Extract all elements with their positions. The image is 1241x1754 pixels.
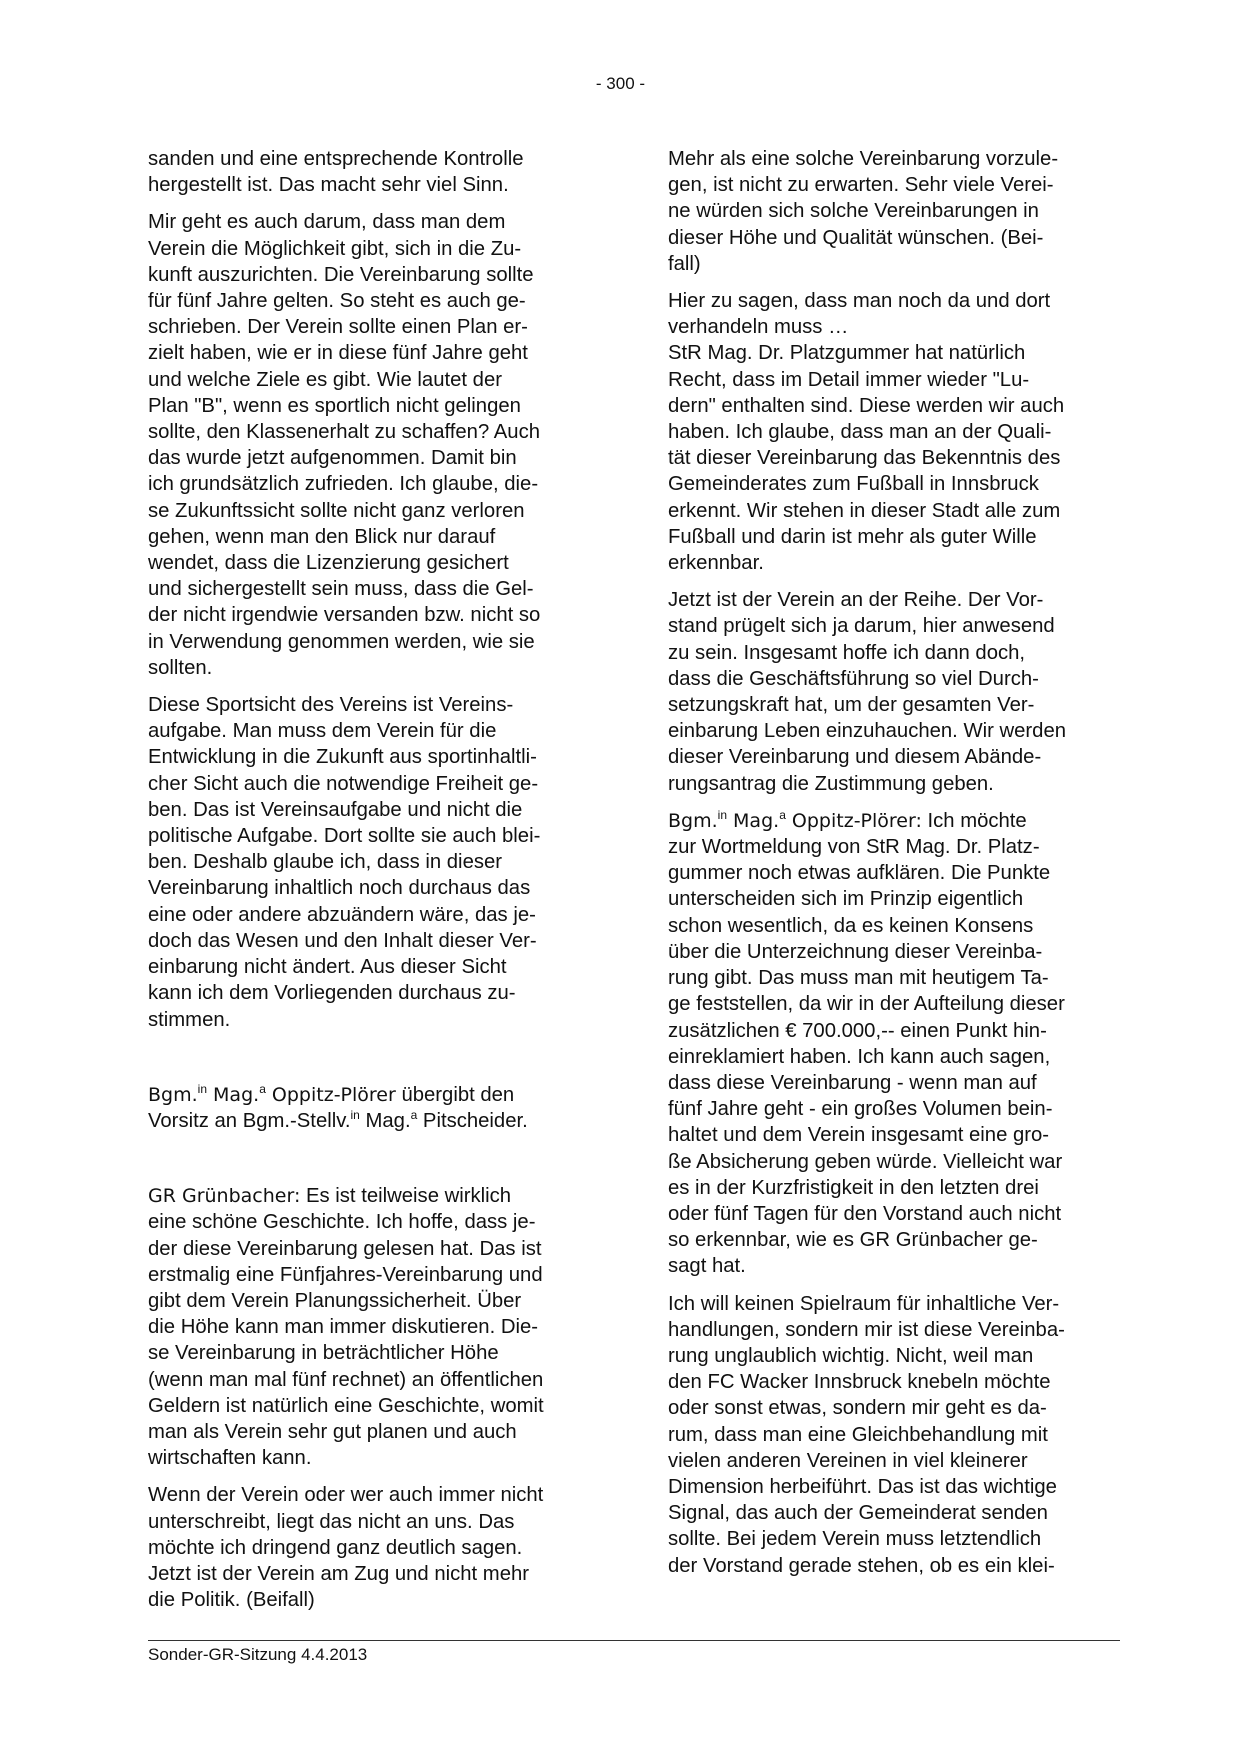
paragraph: Ich will keinen Spielraum für inhaltliche Ver- handlungen, sondern mir ist diese Vereinba- rung unglaublich wichtig. Nicht, weil man den FC Wacker Innsbruck knebeln möchte oder sonst etwas, sondern mir geht es da- rum, dass man eine Gleichbehandlung mit vielen anderen Vereinen in viel kleinerer Dimension herbeiführt. Das ist das wichtige Signal, das auch der Gemeinderat senden sollte. Bei jedem Verein muss letztendlich der Vorstand gerade stehen, ob es ein klei- bbox=[668, 1292, 1065, 1577]
paragraph: Diese Sportsicht des Vereins ist Vereins- aufgabe. Man muss dem Verein für die Entwicklung in die Zukunft aus sportinhaltli- cher Sicht auch die notwendige Freiheit ge- ben. Das ist Vereinsaufgabe und nicht die politische Aufgabe. Dort sollte sie auch blei- ben. Deshalb glaube ich, dass in dieser Vereinbarung inhaltlich noch durchaus das eine oder andere abzuändern wäre, das je- doch das Wesen und den Inhalt dieser Ver- einbarung nicht ändert. Aus dieser Sicht kann ich dem Vorliegenden durchaus zu- stimmen. bbox=[148, 694, 541, 1031]
speaker-title: Mag. bbox=[727, 809, 780, 832]
chair-handover-note bbox=[148, 1082, 603, 1134]
superscript: in bbox=[197, 1081, 207, 1096]
footer-divider bbox=[148, 1640, 1120, 1641]
paragraph: Mehr als eine solche Vereinbarung vorzule- gen, ist nicht zu erwarten. Sehr viele Verei- ne würden sich solche Vereinbarungen in dieser Höhe und Qualität wünschen. (Bei- fall) bbox=[668, 148, 1059, 275]
right-column bbox=[668, 146, 1123, 1590]
paragraph: Mir geht es auch darum, dass man dem Verein die Möglichkeit gibt, sich in die Zu- kunft auszurichten. Die Vereinbarung sollte für fünf Jahre gelten. So steht es auch ge- schrieben. Der Verein sollte einen Plan er- zielt haben, wie er in diese fünf Jahre geht und welche Ziele es gibt. Wie lautet der Plan "B", wenn es sportlich nicht gelingen sollte, den Klassenerhalt zu schaffen? Auch das wurde jetzt aufgenommen. Damit bin ich grundsätzlich zufrieden. Ich glaube, die- se Zukunftssicht sollte nicht ganz verloren gehen, wenn man den Blick nur darauf wendet, dass die Lizenzierung gesichert und sichergestellt sein muss, dass die Gel- der nicht irgendwie versanden bzw. nicht so in Verwendung genommen werden, wie sie sollten. bbox=[148, 211, 541, 679]
paragraph: Jetzt ist der Verein an der Reihe. Der Vor- stand prügelt sich ja darum, hier anwesend zu sein. Insgesamt hoffe ich dann doch, dass die Geschäftsführung so viel Durch- setzungskraft hat, um der gesamten Ver- einbarung Leben einzuhauchen. Wir werden dieser Vereinbarung und diesem Abände- rungsantrag die Zustimmung geben. bbox=[668, 589, 1067, 795]
note-text: übergibt den Vorsitz an Bgm.-Stellv. bbox=[148, 1083, 515, 1132]
page-number: - 300 - bbox=[595, 74, 646, 93]
speech-text: Es ist teilweise wirklich eine schöne Geschichte. Ich hoffe, dass je- der diese Vereinbarung gelesen hat. Das ist erstmalig eine Fünfjahres-Vereinbarung und gibt dem Verein Planungssicherheit. Über die Höhe kann man immer diskutieren. Die- se Vereinbarung in beträchtlicher Höhe (wenn man mal fünf rechnet) an öffentlichen Geldern ist natürlich eine Geschichte, womit man als Verein sehr gut planen und auch wirtschaften kann. bbox=[148, 1185, 544, 1470]
speaker-title: Bgm. bbox=[148, 1083, 198, 1106]
superscript: a bbox=[259, 1081, 266, 1096]
superscript: in bbox=[350, 1108, 360, 1123]
speech-paragraph bbox=[668, 808, 1123, 1280]
left-column bbox=[148, 146, 603, 1624]
footer-session-label: Sonder-GR-Sitzung 4.4.2013 bbox=[148, 1645, 368, 1664]
superscript: a bbox=[779, 808, 786, 823]
speech-paragraph bbox=[148, 1183, 603, 1471]
paragraph: sanden und eine entsprechende Kontrolle hergestellt ist. Das macht sehr viel Sinn. bbox=[148, 148, 524, 197]
speech-text: Ich möchte zur Wortmeldung von StR Mag. Dr. Platz- gummer noch etwas aufklären. Die Punkte unterscheiden sich im Prinzip eigentlich schon wesentlich, da es keinen Konsens über die Unterzeichnung dieser Vereinba- rung gibt. Das muss man mit heutigem Ta- ge feststellen, da wir in der Aufteilung dieser zusätzlichen € 700.000,-- einen Punkt hin- einreklamiert haben. Ich kann auch sagen, dass diese Vereinbarung - wenn man auf fünf Jahre geht - ein großes Volumen bein- haltet und dem Verein insgesamt eine gro- ße Absicherung geben würde. Vielleicht war es in der Kurzfristigkeit in den letzten drei oder fünf Tagen für den Vorstand auch nicht so erkennbar, wie es GR Grünbacher ge- sagt hat. bbox=[668, 809, 1065, 1278]
paragraph: Wenn der Verein oder wer auch immer nicht unterschreibt, liegt das nicht an uns. Das möchte ich dringend ganz deutlich sagen. Jetzt ist der Verein am Zug und nicht mehr die Politik. (Beifall) bbox=[148, 1484, 544, 1612]
superscript: in bbox=[717, 808, 727, 823]
speaker-name: GR Grünbacher: bbox=[148, 1185, 301, 1208]
speaker-title: Bgm. bbox=[668, 809, 718, 832]
note-text: Pitscheider. bbox=[417, 1109, 528, 1132]
paragraph: Hier zu sagen, dass man noch da und dort verhandeln muss … StR Mag. Dr. Platzgummer hat natürlich Recht, dass im Detail immer wieder "Lu- dern" enthalten sind. Diese werden wir auch haben. Ich glaube, dass man an der Quali- tät dieser Vereinbarung das Bekenntnis des Gemeinderates zum Fußball in Innsbruck erkennt. Wir stehen in dieser Stadt alle zum Fußball und darin ist mehr als guter Wille erkennbar. bbox=[668, 290, 1065, 575]
speaker-name: Oppitz-Plörer: bbox=[785, 809, 922, 832]
speaker-title: Mag. bbox=[207, 1083, 260, 1106]
note-text: Mag. bbox=[359, 1109, 411, 1132]
superscript: a bbox=[410, 1108, 418, 1123]
speaker-name: Oppitz-Plörer bbox=[265, 1083, 396, 1106]
